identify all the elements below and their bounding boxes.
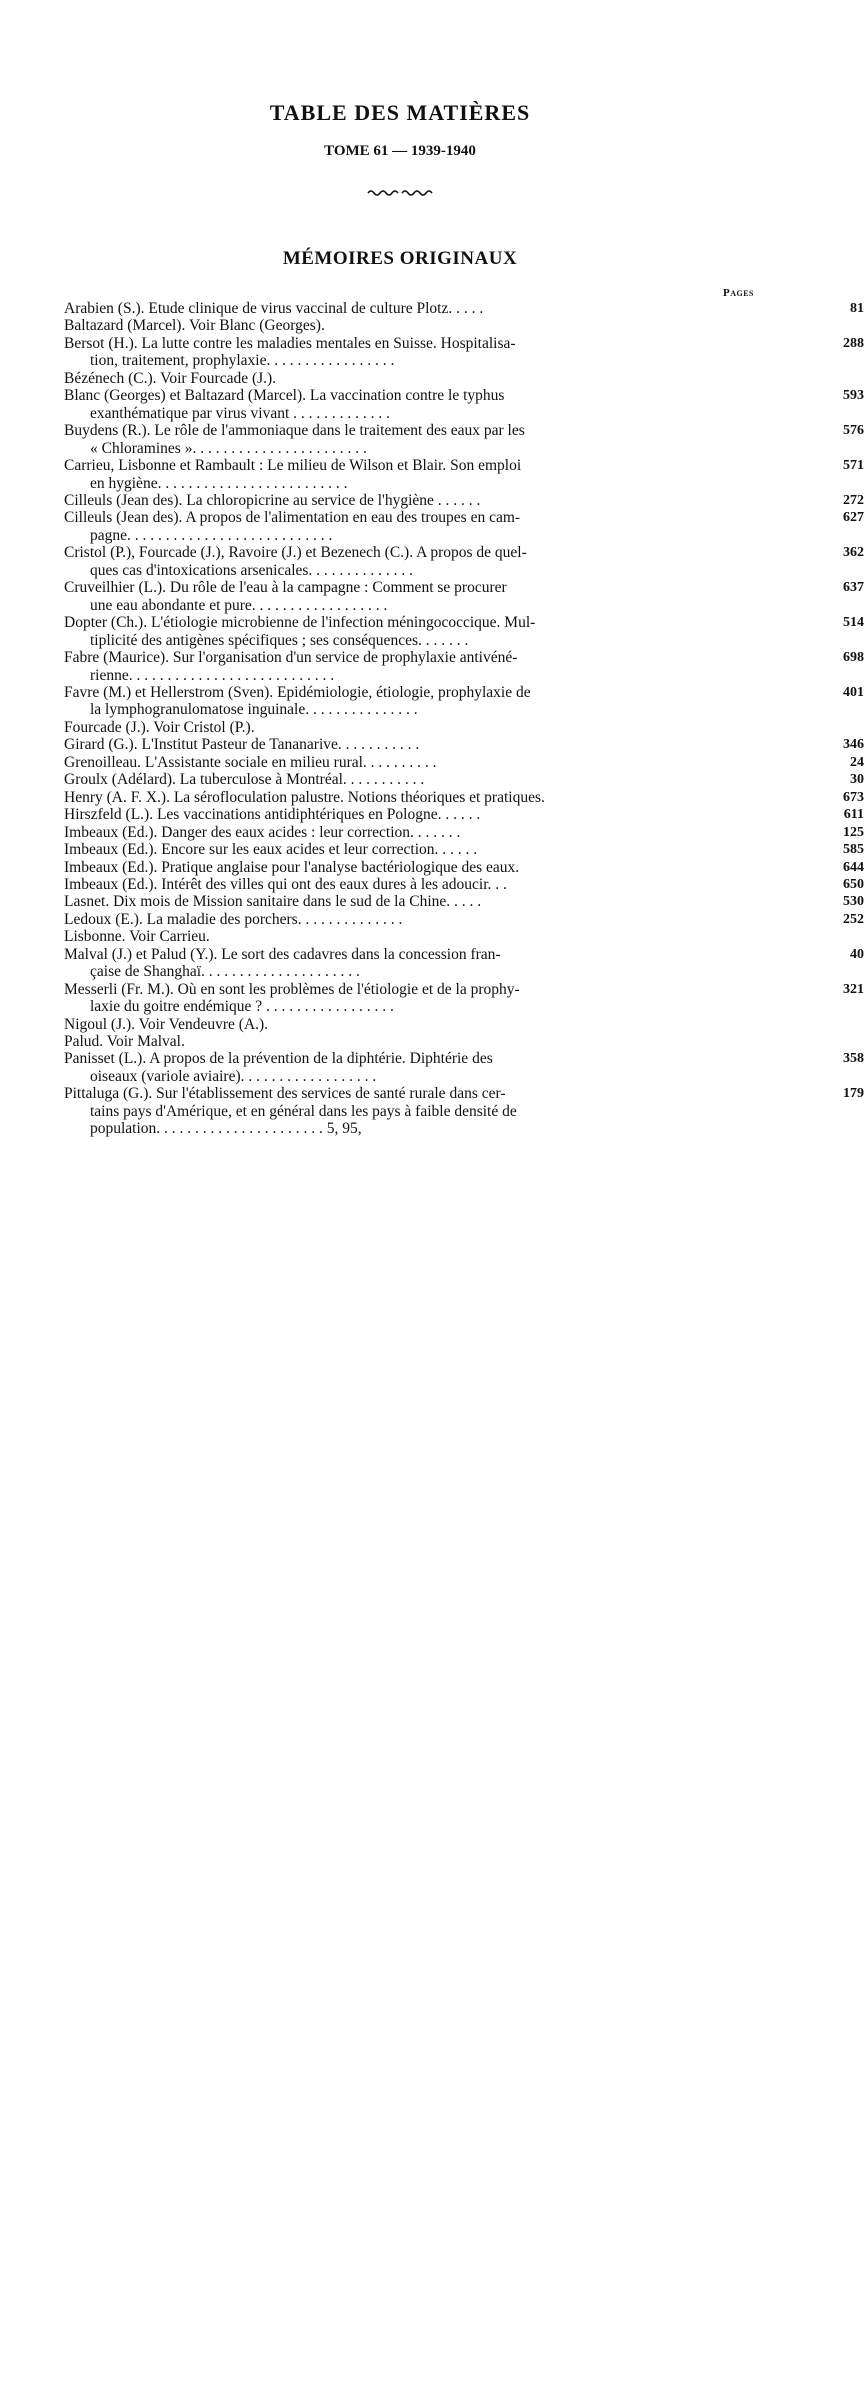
toc-entry (64, 422, 864, 457)
toc-entry-line: tiplicité des antigènes spécifiques ; ses conséquences. . . . . . . (90, 631, 469, 649)
section-title: MÉMOIRES ORIGINAUX (282, 248, 518, 269)
page-number: 593 (843, 388, 864, 404)
toc-entry-line: une eau abondante et pure. . . . . . . . . . . . . . . . . . (90, 596, 388, 614)
toc-entry (64, 910, 864, 928)
toc-entry-line: Girard (G.). L'Institut Pasteur de Tananarive. . . . . . . . . . . (64, 736, 420, 754)
toc-entry-line: ques cas d'intoxications arsenicales. . . . . . . . . . . . . . (90, 561, 414, 579)
page-number: 81 (850, 301, 864, 316)
toc-entry-line: Messerli (Fr. M.). Où en sont les problèmes de l'étiologie et de la prophy- (64, 980, 520, 998)
toc-entry-line: Groulx (Adélard). La tuberculose à Montréal. . . . . . . . . . . (64, 771, 425, 789)
toc-entry-line: çaise de Shanghaï. . . . . . . . . . . . . . . . . . . . . (90, 963, 360, 981)
toc-entry-line: Arabien (S.). Etude clinique de virus vaccinal de culture Plotz. . . . . (64, 300, 484, 317)
page-number: 673 (843, 789, 864, 805)
toc-entry (64, 841, 864, 859)
toc-entry-line: Fabre (Maurice). Sur l'organisation d'un service de prophylaxie antivéné- (64, 649, 518, 667)
toc-entry (64, 649, 864, 684)
page-title: TABLE DES MATIÈRES (269, 100, 531, 125)
toc-entry-line: « Chloramines ». . . . . . . . . . . . . . . . . . . . . . . (90, 439, 367, 457)
toc-entry-line: Imbeaux (Ed.). Pratique anglaise pour l'analyse bactériologique des eaux. (64, 858, 520, 876)
page-number: 698 (843, 650, 864, 666)
page-number: 252 (843, 911, 864, 927)
toc-entry-line: Cilleuls (Jean des). La chloropicrine au service de l'hygiène . . . . . . (64, 491, 481, 509)
toc-entry-line: Imbeaux (Ed.). Encore sur les eaux acides et leur correction. . . . . . (64, 841, 478, 859)
toc-entry (64, 614, 864, 649)
toc-entry (64, 823, 864, 841)
toc-entry-line: laxie du goitre endémique ? . . . . . . . . . . . . . . . . . (90, 998, 394, 1016)
toc-entry (64, 1050, 864, 1085)
toc-entry (64, 683, 864, 719)
toc-entry-line: Dopter (Ch.). L'étiologie microbienne de l'infection méningococcique. Mul- (64, 614, 536, 632)
toc-entry-line: Nigoul (J.). Voir Vendeuvre (A.). (64, 1015, 269, 1033)
toc-entry (64, 387, 864, 422)
page-number: 611 (843, 807, 864, 823)
toc-entry-line: Ledoux (E.). La maladie des porchers. . . . . . . . . . . . . . (64, 910, 403, 928)
page-number: 650 (843, 876, 864, 892)
toc-entry (64, 370, 754, 387)
toc-entry (64, 579, 864, 614)
page-number: 401 (843, 684, 864, 700)
toc-entry-line: Cilleuls (Jean des). A propos de l'alimentation en eau des troupes en cam- (64, 509, 521, 527)
page-number: 179 (843, 1086, 864, 1102)
toc-entry-line: pagne. . . . . . . . . . . . . . . . . . . . . . . . . . . (90, 526, 333, 544)
toc-entry (64, 457, 864, 492)
toc-entry-line: tains pays d'Amérique, et en général dans les pays à faible densité de (90, 1102, 517, 1120)
toc-entry (64, 893, 864, 911)
page-number: 530 (843, 894, 864, 910)
toc-entry (64, 334, 864, 370)
toc-entry-line: en hygiène. . . . . . . . . . . . . . . . . . . . . . . . . (90, 474, 348, 492)
toc-entry (64, 771, 864, 789)
page-number: 571 (843, 458, 864, 474)
ornament-divider (367, 188, 433, 198)
toc-entry-line: Lasnet. Dix mois de Mission sanitaire dans le sud de la Chine. . . . . (64, 893, 482, 911)
page-number: 346 (843, 737, 864, 753)
page-number: 644 (843, 859, 864, 875)
toc-entry (64, 1033, 754, 1050)
toc-entry (64, 491, 864, 509)
page-number: 514 (843, 615, 864, 631)
toc-entry-line: Favre (M.) et Hellerstrom (Sven). Epidémiologie, étiologie, prophylaxie de (64, 683, 531, 701)
toc-entry (64, 753, 864, 771)
page-number: 288 (843, 335, 864, 351)
table-of-contents (64, 300, 864, 1138)
toc-entry-line: Panisset (L.). A propos de la prévention de la diphtérie. Diphtérie des (64, 1050, 493, 1068)
volume-subtitle: TOME 61 — 1939-1940 (324, 143, 476, 159)
toc-entry (64, 544, 864, 579)
toc-entry-line: Bersot (H.). La lutte contre les maladies mentales en Suisse. Hospitalisa- (64, 334, 516, 352)
toc-entry-line: exanthématique par virus vivant . . . . . . . . . . . . . (90, 404, 391, 422)
page-number: 272 (843, 492, 864, 508)
toc-entry-line: Lisbonne. Voir Carrieu. (64, 928, 210, 946)
toc-entry (64, 945, 864, 981)
toc-entry-line: Fourcade (J.). Voir Cristol (P.). (64, 718, 255, 736)
toc-entry-line: tion, traitement, prophylaxie. . . . . . . . . . . . . . . . . (90, 352, 395, 370)
toc-entry (64, 719, 754, 736)
pages-column-header: Pages (722, 287, 754, 299)
toc-entry (64, 806, 864, 824)
toc-entry-line: Imbeaux (Ed.). Danger des eaux acides : leur correction. . . . . . . (64, 823, 461, 841)
toc-entry-line: Imbeaux (Ed.). Intérêt des villes qui ont des eaux dures à les adoucir. . . (64, 875, 507, 893)
toc-entry-line: Bézénech (C.). Voir Fourcade (J.). (64, 369, 277, 387)
toc-entry-line: Palud. Voir Malval. (64, 1033, 185, 1051)
page-number: 321 (843, 981, 864, 997)
toc-entry (64, 858, 864, 876)
toc-entry (64, 317, 754, 334)
toc-entry-line: Buydens (R.). Le rôle de l'ammoniaque dans le traitement des eaux par les (64, 422, 525, 440)
page-number: 627 (843, 510, 864, 526)
toc-entry-line: Baltazard (Marcel). Voir Blanc (Georges). (64, 317, 325, 335)
page-number: 362 (843, 545, 864, 561)
page-number: 125 (843, 824, 864, 840)
page-number: 24 (850, 754, 864, 770)
toc-entry-line: Henry (A. F. X.). La sérofloculation palustre. Notions théoriques et pratiques. (64, 788, 545, 806)
toc-entry (64, 1085, 864, 1138)
page-number: 585 (843, 842, 864, 858)
toc-entry-line: oiseaux (variole aviaire). . . . . . . . . . . . . . . . . . (90, 1067, 377, 1085)
toc-entry-line: population. . . . . . . . . . . . . . . . . . . . . . 5, 95, (90, 1120, 362, 1138)
toc-entry-line: Carrieu, Lisbonne et Rambault : Le milieu de Wilson et Blair. Son emploi (64, 457, 522, 475)
page-number: 40 (850, 946, 864, 962)
toc-entry-line: Grenoilleau. L'Assistante sociale en milieu rural. . . . . . . . . . (64, 753, 437, 771)
page-number: 576 (843, 423, 864, 439)
toc-entry-line: Malval (J.) et Palud (Y.). Le sort des cadavres dans la concession fran- (64, 945, 501, 963)
toc-entry (64, 980, 864, 1016)
toc-entry (64, 509, 864, 544)
toc-entry-line: Pittaluga (G.). Sur l'établissement des services de santé rurale dans cer- (64, 1085, 506, 1103)
toc-entry (64, 736, 864, 754)
page-number: 637 (843, 580, 864, 596)
toc-entry-line: Cristol (P.), Fourcade (J.), Ravoire (J.) et Bezenech (C.). A propos de quel- (64, 544, 527, 562)
toc-entry-line: Blanc (Georges) et Baltazard (Marcel). La vaccination contre le typhus (64, 387, 505, 405)
toc-entry-line: rienne. . . . . . . . . . . . . . . . . . . . . . . . . . . (90, 666, 335, 684)
toc-entry-line: Hirszfeld (L.). Les vaccinations antidiphtériques en Pologne. . . . . . (64, 806, 481, 824)
toc-entry (64, 788, 864, 806)
page-number: 30 (850, 772, 864, 788)
toc-entry (64, 1016, 754, 1033)
toc-entry-line: Cruveilhier (L.). Du rôle de l'eau à la campagne : Comment se procurer (64, 579, 507, 597)
toc-entry (64, 300, 864, 317)
toc-entry-line: la lymphogranulomatose inguinale. . . . . . . . . . . . . . . (90, 701, 418, 719)
page-number: 358 (843, 1051, 864, 1067)
toc-entry (64, 875, 864, 893)
toc-entry (64, 928, 754, 945)
